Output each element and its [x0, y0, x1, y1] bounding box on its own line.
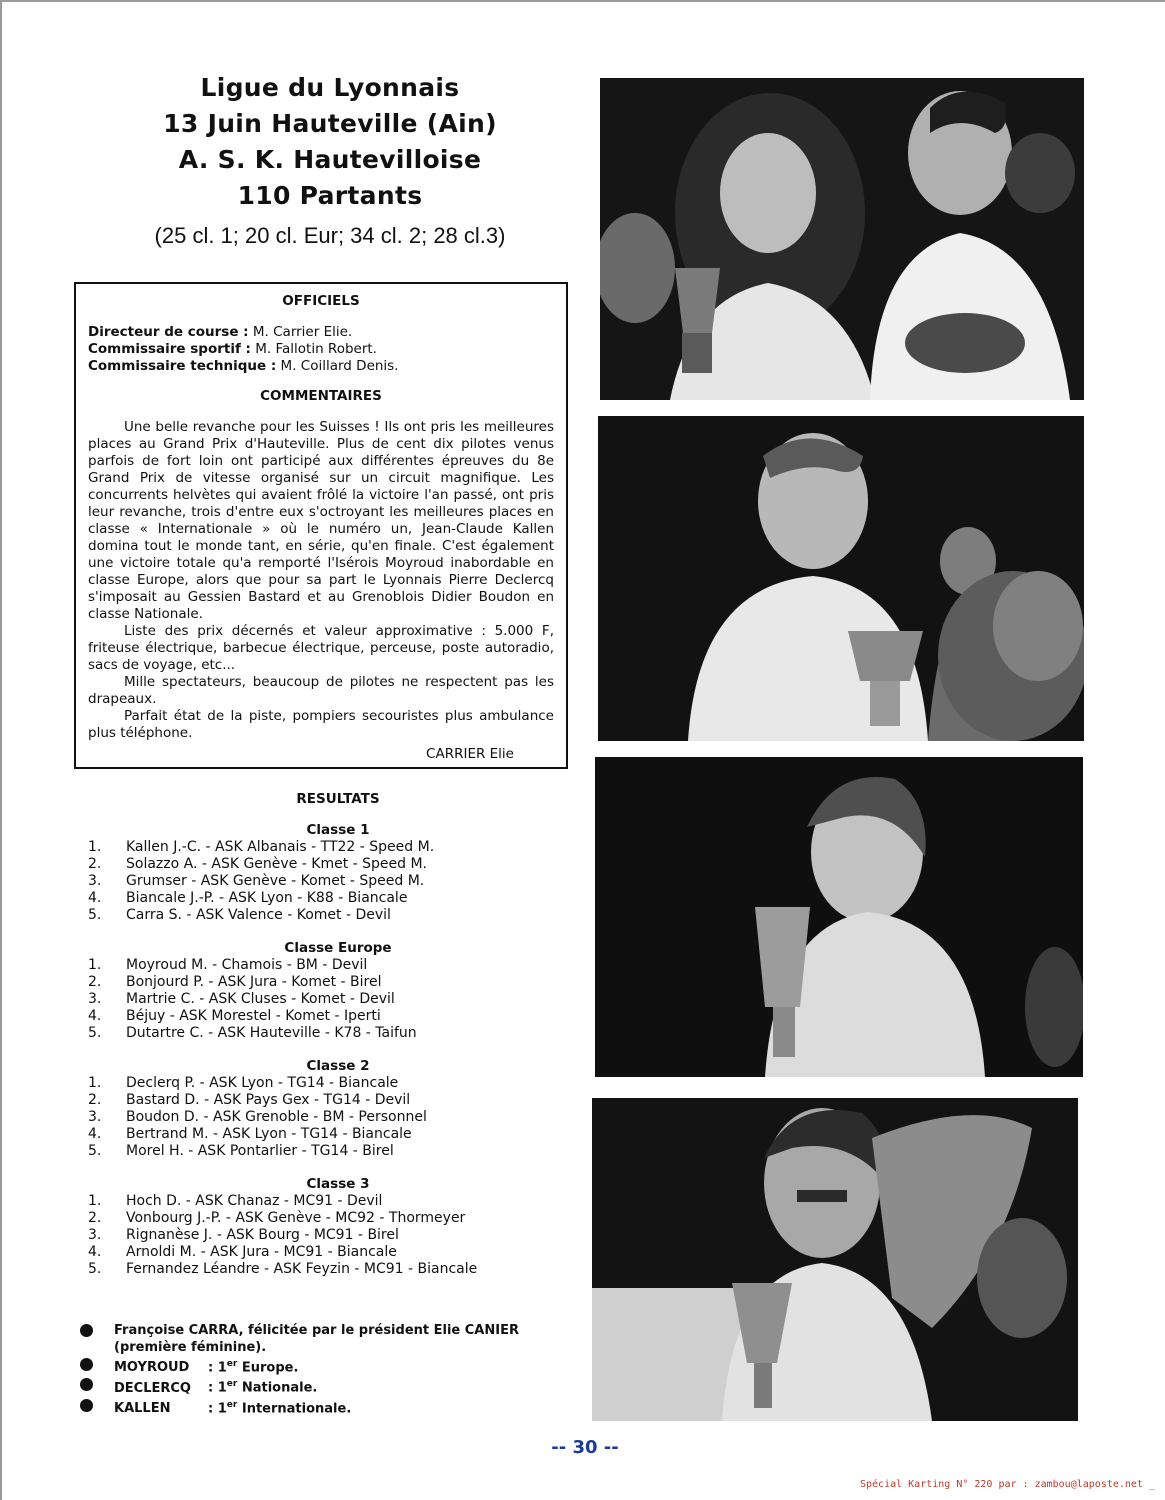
- rank: 3.: [88, 873, 102, 889]
- rank: 3.: [88, 1109, 102, 1125]
- caption-item: [80, 1397, 570, 1417]
- comment-paragraph: Une belle revanche pour les Suisses ! Ils ont pris les meilleures places au Grand Prix d'Hauteville. Plus de cent dix pilotes venus parfois de fort loin ont participé aux différentes épreuves du 8e Grand Prix de vitesse organisé sur un circuit magnifique. Les concurrents helvètes qui avaient frôlé la victoire l'an passé, ont pris leur revanche, trois d'entre eux s'octroyant les meilleures places en classe « Internationale » où le numéro un, Jean-Claude Kallen domina tout le monde tant, en série, qu'en finale. C'est également une victoire totale qu'a remporté l'Isérois Moyroud inabordable en classe Europe, alors que pour sa part le Lyonnais Pierre Declercq s'imposait au Gessien Bastard et au Grenoblois Didier Boudon en classe Nationale.: [88, 419, 554, 622]
- header-date-place: 13 Juin Hauteville (Ain): [163, 109, 497, 138]
- result-entry: Boudon D. - ASK Grenoble - BM - Personnel: [126, 1109, 427, 1125]
- photo-carra-canier: [600, 78, 1084, 400]
- results-title: RESULTATS: [296, 791, 380, 807]
- rank: 1.: [88, 839, 102, 855]
- rank: 4.: [88, 890, 102, 906]
- result-entry: Biancale J.-P. - ASK Lyon - K88 - Biancale: [126, 890, 408, 906]
- commentaires-title: COMMENTAIRES: [260, 388, 382, 404]
- result-entry: Kallen J.-C. - ASK Albanais - TT22 - Speed M.: [126, 839, 435, 855]
- result-row: [88, 907, 558, 924]
- rank: 3.: [88, 991, 102, 1007]
- official-name: M. Coillard Denis.: [276, 358, 399, 374]
- results-section: [88, 790, 558, 1278]
- rank: 5.: [88, 1261, 102, 1277]
- rank: 2.: [88, 974, 102, 990]
- result-row: [88, 1193, 558, 1210]
- result-entry: Carra S. - ASK Valence - Komet - Devil: [126, 907, 391, 923]
- article-header: [80, 70, 580, 256]
- result-entry: Bastard D. - ASK Pays Gex - TG14 - Devil: [126, 1092, 411, 1108]
- class-title: Classe 3: [306, 1176, 370, 1192]
- result-row: [88, 856, 558, 873]
- result-entry: Martrie C. - ASK Cluses - Komet - Devil: [126, 991, 395, 1007]
- result-row: [88, 873, 558, 890]
- caption-sup: er: [226, 1399, 238, 1410]
- bullet-icon: [80, 1322, 114, 1356]
- rank: 1.: [88, 1075, 102, 1091]
- result-row: [88, 1025, 558, 1042]
- result-row: [88, 1008, 558, 1025]
- result-row: [88, 974, 558, 991]
- result-row: [88, 1143, 558, 1160]
- caption-text: Françoise CARRA, félicitée par le président Elie CANIER: [114, 1323, 519, 1338]
- result-entry: Bonjourd P. - ASK Jura - Komet - Birel: [126, 974, 382, 990]
- official-row: [88, 324, 554, 341]
- comment-paragraph: Mille spectateurs, beaucoup de pilotes ne respectent pas les drapeaux.: [88, 674, 554, 707]
- official-role: Commissaire sportif :: [88, 341, 251, 357]
- result-entry: Moyroud M. - Chamois - BM - Devil: [126, 957, 368, 973]
- result-row: [88, 890, 558, 907]
- result-row: [88, 1261, 558, 1278]
- caption-name: DECLERCQ: [114, 1380, 191, 1396]
- result-entry: Dutartre C. - ASK Hauteville - K78 - Taifun: [126, 1025, 417, 1041]
- result-entry: Morel H. - ASK Pontarlier - TG14 - Birel: [126, 1143, 394, 1159]
- class-title: Classe 1: [306, 822, 370, 838]
- result-entry: Vonbourg J.-P. - ASK Genève - MC92 - Thormeyer: [126, 1210, 466, 1226]
- caption-item: [80, 1376, 570, 1396]
- rank: 2.: [88, 1092, 102, 1108]
- header-class-counts: (25 cl. 1; 20 cl. Eur; 34 cl. 2; 28 cl.3): [154, 223, 506, 248]
- header-starters: 110 Partants: [237, 181, 423, 210]
- result-row: [88, 1075, 558, 1092]
- rank: 4.: [88, 1244, 102, 1260]
- rank: 4.: [88, 1126, 102, 1142]
- caption-sup: er: [226, 1379, 238, 1390]
- caption-text: Europe.: [237, 1360, 299, 1376]
- result-entry: Fernandez Léandre - ASK Feyzin - MC91 - Biancale: [126, 1261, 478, 1277]
- result-row: [88, 1227, 558, 1244]
- officiels-title: OFFICIELS: [282, 293, 360, 309]
- photo-declercq: [592, 1098, 1078, 1421]
- rank: 5.: [88, 907, 102, 923]
- rank: 5.: [88, 1025, 102, 1041]
- caption-sep: : 1: [208, 1380, 227, 1396]
- official-row: [88, 341, 554, 358]
- caption-sep: : 1: [208, 1400, 227, 1416]
- result-row: [88, 957, 558, 974]
- photo-moyroud: [595, 757, 1083, 1077]
- result-entry: Declerq P. - ASK Lyon - TG14 - Biancale: [126, 1075, 399, 1091]
- result-row: [88, 1126, 558, 1143]
- caption-item: [80, 1356, 570, 1376]
- caption-text: Nationale.: [237, 1380, 318, 1396]
- page-number: -- 30 --: [551, 1437, 619, 1458]
- caption-sep: : 1: [208, 1360, 227, 1376]
- result-entry: Grumser - ASK Genève - Komet - Speed M.: [126, 873, 425, 889]
- result-entry: Béjuy - ASK Morestel - Komet - Iperti: [126, 1008, 381, 1024]
- result-row: [88, 1092, 558, 1109]
- official-name: M. Fallotin Robert.: [250, 341, 377, 357]
- caption-text: Internationale.: [237, 1400, 352, 1416]
- caption-text: (première féminine).: [114, 1340, 267, 1355]
- rank: 2.: [88, 1210, 102, 1226]
- bullet-icon: [80, 1376, 114, 1396]
- result-row: [88, 991, 558, 1008]
- result-row: [88, 1244, 558, 1261]
- rank: 4.: [88, 1008, 102, 1024]
- officials-comments-box: [74, 282, 568, 769]
- signature: CARRIER Elie: [426, 746, 514, 762]
- commentaires-text: [88, 419, 554, 742]
- result-entry: Bertrand M. - ASK Lyon - TG14 - Biancale: [126, 1126, 412, 1142]
- header-league: Ligue du Lyonnais: [200, 73, 460, 102]
- official-row: [88, 358, 554, 375]
- comment-paragraph: Liste des prix décernés et valeur approximative : 5.000 F, friteuse électrique, barbecue électrique, perceuse, poste autoradio, sacs de voyage, etc...: [88, 623, 554, 673]
- result-entry: Solazzo A. - ASK Genève - Kmet - Speed M.: [126, 856, 427, 872]
- rank: 1.: [88, 957, 102, 973]
- caption-name: KALLEN: [114, 1400, 171, 1416]
- result-row: [88, 1210, 558, 1227]
- footer-credit: Spécial Karting N° 220 par : zambou@laposte.net _: [859, 1479, 1155, 1490]
- class-title: Classe 2: [306, 1058, 370, 1074]
- comment-paragraph: Parfait état de la piste, pompiers secouristes plus ambulance plus téléphone.: [88, 708, 554, 741]
- official-role: Commissaire technique :: [88, 358, 277, 374]
- rank: 2.: [88, 856, 102, 872]
- result-entry: Hoch D. - ASK Chanaz - MC91 - Devil: [126, 1193, 383, 1209]
- result-entry: Rignanèse J. - ASK Bourg - MC91 - Birel: [126, 1227, 399, 1243]
- rank: 1.: [88, 1193, 102, 1209]
- header-club: A. S. K. Hautevilloise: [178, 145, 482, 174]
- rank: 5.: [88, 1143, 102, 1159]
- caption-sup: er: [226, 1359, 238, 1369]
- result-row: [88, 839, 558, 856]
- official-role: Directeur de course :: [88, 324, 249, 340]
- caption-item: [80, 1322, 570, 1356]
- official-name: M. Carrier Elie.: [248, 324, 353, 340]
- result-entry: Arnoldi M. - ASK Jura - MC91 - Biancale: [126, 1244, 397, 1260]
- class-title: Classe Europe: [284, 940, 392, 956]
- photo-kallen: [598, 416, 1084, 741]
- officiels-list: [88, 324, 554, 375]
- bullet-icon: [80, 1397, 114, 1417]
- caption-name: MOYROUD: [114, 1360, 190, 1376]
- rank: 3.: [88, 1227, 102, 1243]
- photo-captions: [80, 1322, 570, 1417]
- result-row: [88, 1109, 558, 1126]
- bullet-icon: [80, 1356, 114, 1376]
